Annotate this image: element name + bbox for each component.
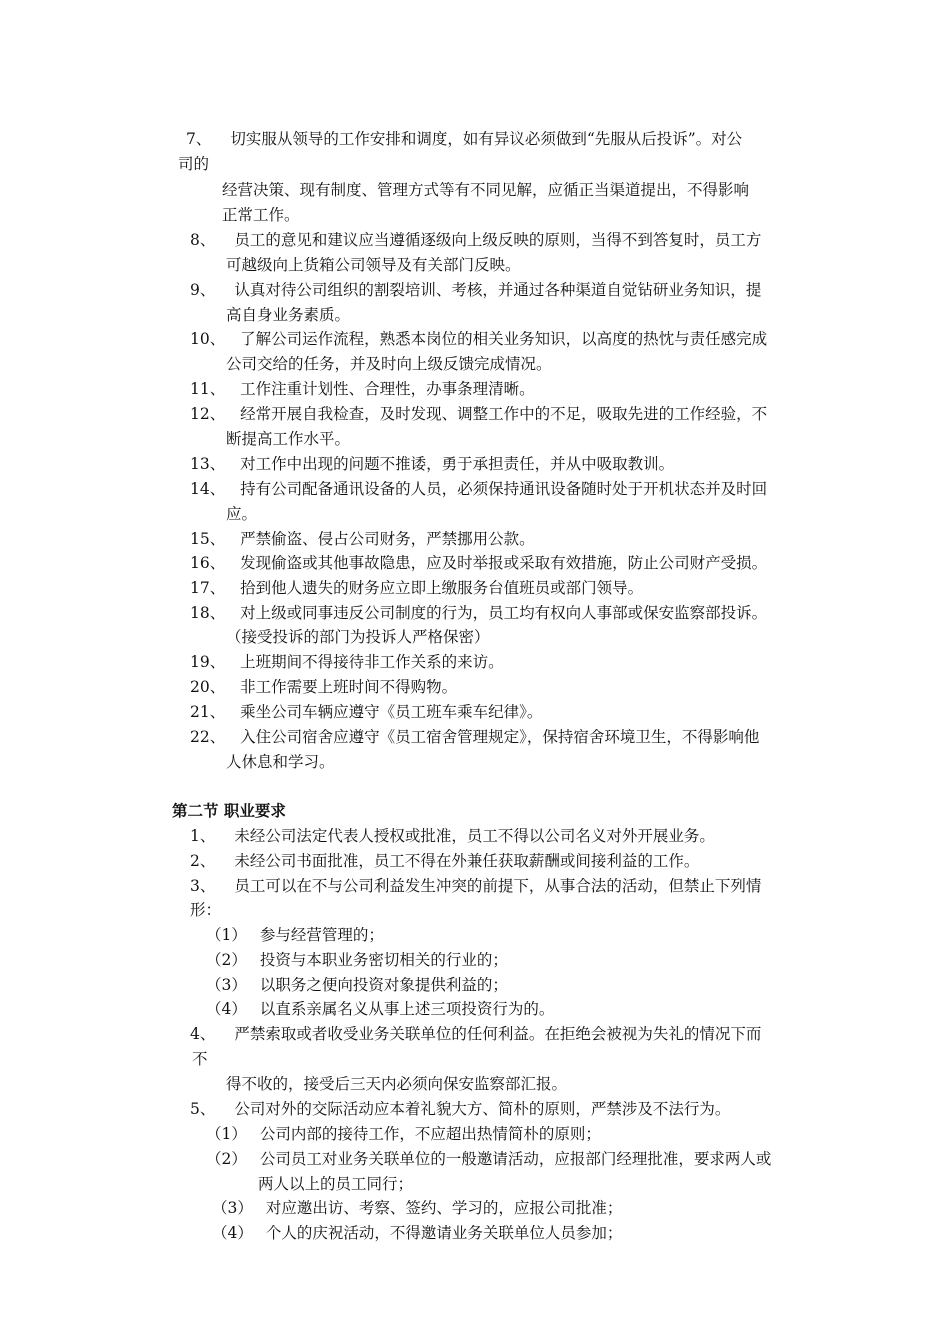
- item-text: 员工的意见和建议应当遵循逐级向上级反映的原则，当得不到答复时，员工方: [234, 231, 762, 249]
- item-text: 上班期间不得接待非工作关系的来访。: [240, 653, 504, 671]
- item-number: 20、: [190, 678, 226, 696]
- item-20: [190, 676, 457, 698]
- item-18-cont: （接受投诉的部门为投诉人严格保密）: [226, 628, 490, 646]
- req-3-sub-2: [206, 949, 508, 971]
- sub-text: 公司员工对业务关联单位的一般邀请活动，应报部门经理批准，要求两人或: [259, 1150, 772, 1168]
- item-text: 对上级或同事违反公司制度的行为，员工均有权向人事部或保安监察部投诉。: [240, 604, 768, 622]
- req-5-sub-2-cont: 两人以上的员工同行；: [258, 1175, 414, 1193]
- item-text: 对工作中出现的问题不推诿，勇于承担责任，并从中吸取教训。: [240, 455, 675, 473]
- item-14: [190, 478, 767, 500]
- item-text: 经常开展自我检查，及时发现、调整工作中的不足，吸取先进的工作经验，不: [240, 405, 768, 423]
- item-text: 拾到他人遗失的财务应立即上缴服务台值班员或部门领导。: [240, 579, 644, 597]
- req-3-sub-4: [206, 998, 554, 1020]
- req-4-cont: 得不收的，接受后三天内必须向保安监察部汇报。: [226, 1075, 568, 1093]
- sub-number: （4）: [206, 1000, 247, 1018]
- item-number: 11、: [190, 380, 226, 398]
- req-3-wrap: 形：: [190, 901, 222, 919]
- sub-number: （1）: [206, 926, 247, 944]
- req-5-sub-3: [212, 1197, 622, 1219]
- item-19: [190, 651, 504, 673]
- item-17: [190, 577, 643, 599]
- sub-text: 对应邀出访、考察、签约、学习的，应报公司批准；: [265, 1199, 623, 1217]
- sub-text: 以职务之便向投资对象提供利益的；: [259, 976, 508, 994]
- req-5-sub-4: [212, 1222, 622, 1244]
- item-10-cont: 公司交给的任务，并及时向上级反馈完成情况。: [226, 355, 552, 373]
- item-number: 4、: [190, 1025, 216, 1043]
- req-2: [190, 850, 699, 872]
- item-number: 22、: [190, 728, 226, 746]
- item-number: 14、: [190, 480, 226, 498]
- req-3-sub-1: [206, 924, 384, 946]
- item-9-cont: 高自身业务素质。: [226, 306, 351, 324]
- item-7-cont: 经营决策、现有制度、管理方式等有不同见解，应循正当渠道提出，不得影响: [222, 181, 750, 199]
- item-15: [190, 528, 535, 550]
- item-text: 未经公司法定代表人授权或批准，员工不得以公司名义对外开展业务。: [234, 827, 715, 845]
- item-7: [186, 128, 742, 150]
- item-16: [190, 552, 767, 574]
- item-text: 严禁偷盗、侵占公司财务，严禁挪用公款。: [240, 530, 535, 548]
- item-text: 发现偷盗或其他事故隐患，应及时举报或采取有效措施，防止公司财产受损。: [240, 554, 768, 572]
- item-number: 1、: [190, 827, 216, 845]
- item-number: 15、: [190, 530, 226, 548]
- item-22-cont: 人休息和学习。: [226, 753, 335, 771]
- item-number: 19、: [190, 653, 226, 671]
- item-number: 2、: [190, 852, 216, 870]
- item-number: 8、: [190, 231, 216, 249]
- item-number: 7、: [186, 130, 212, 148]
- item-text: 了解公司运作流程，熟悉本岗位的相关业务知识，以高度的热忱与责任感完成: [240, 330, 768, 348]
- req-3-sub-3: [206, 974, 508, 996]
- item-text: 工作注重计划性、合理性，办事条理清晰。: [240, 380, 535, 398]
- item-10: [190, 328, 767, 350]
- item-text: 公司对外的交际活动应本着礼貌大方、简朴的原则，严禁涉及不法行为。: [234, 1100, 731, 1118]
- req-3: [190, 875, 761, 897]
- item-text: 认真对待公司组织的割裂培训、考核，并通过各种渠道自觉钻研业务知识，提: [234, 281, 762, 299]
- sub-number: （2）: [206, 1150, 247, 1168]
- item-text: 持有公司配备通讯设备的人员，必须保持通讯设备随时处于开机状态并及时回: [240, 480, 768, 498]
- item-7-wrap: 司的: [178, 155, 210, 173]
- sub-text: 以直系亲属名义从事上述三项投资行为的。: [259, 1000, 555, 1018]
- item-12-cont: 断提高工作水平。: [226, 430, 351, 448]
- item-11: [190, 378, 535, 400]
- item-8: [190, 229, 761, 251]
- item-number: 17、: [190, 579, 226, 597]
- sub-number: （3）: [206, 976, 247, 994]
- sub-number: （4）: [212, 1224, 253, 1242]
- item-22: [190, 726, 759, 748]
- item-8-cont: 可越级向上货箱公司领导及有关部门反映。: [226, 256, 521, 274]
- item-text: 乘坐公司车辆应遵守《员工班车乘车纪律》。: [240, 703, 543, 721]
- req-4: [190, 1023, 761, 1045]
- item-number: 3、: [190, 877, 216, 895]
- item-number: 12、: [190, 405, 226, 423]
- item-number: 5、: [190, 1100, 216, 1118]
- req-4-wrap: 不: [192, 1050, 208, 1068]
- item-text: 未经公司书面批准，员工不得在外兼任获取薪酬或间接利益的工作。: [234, 852, 700, 870]
- section-title: 第二节 职业要求: [172, 802, 286, 820]
- item-7-cont2: 正常工作。: [222, 206, 300, 224]
- item-13: [190, 453, 674, 475]
- item-text: 切实服从领导的工作安排和调度，如有异议必须做到“先服从后投诉”。对公: [230, 130, 743, 148]
- sub-number: （1）: [206, 1125, 247, 1143]
- item-18: [190, 602, 767, 624]
- item-number: 16、: [190, 554, 226, 572]
- item-9: [190, 279, 761, 301]
- sub-text: 公司内部的接待工作，不应超出热情简朴的原则；: [259, 1125, 601, 1143]
- item-number: 9、: [190, 281, 216, 299]
- item-number: 13、: [190, 455, 226, 473]
- item-text: 严禁索取或者收受业务关联单位的任何利益。在拒绝会被视为失礼的情况下而: [234, 1025, 762, 1043]
- item-text: 入住公司宿舍应遵守《员工宿舍管理规定》，保持宿舍环境卫生，不得影响他: [240, 728, 760, 746]
- sub-text: 个人的庆祝活动，不得邀请业务关联单位人员参加；: [265, 1224, 623, 1242]
- item-number: 21、: [190, 703, 226, 721]
- item-21: [190, 701, 542, 723]
- item-text: 员工可以在不与公司利益发生冲突的前提下，从事合法的活动，但禁止下列情: [234, 877, 762, 895]
- sub-text: 参与经营管理的；: [259, 926, 384, 944]
- sub-number: （3）: [212, 1199, 253, 1217]
- item-14-cont: 应。: [226, 505, 258, 523]
- req-1: [190, 825, 715, 847]
- item-text: 非工作需要上班时间不得购物。: [240, 678, 458, 696]
- item-12: [190, 403, 767, 425]
- req-5: [190, 1098, 730, 1120]
- req-5-sub-2: [206, 1148, 771, 1170]
- item-number: 10、: [190, 330, 226, 348]
- sub-number: （2）: [206, 951, 247, 969]
- req-5-sub-1: [206, 1123, 601, 1145]
- sub-text: 投资与本职业务密切相关的行业的；: [259, 951, 508, 969]
- item-number: 18、: [190, 604, 226, 622]
